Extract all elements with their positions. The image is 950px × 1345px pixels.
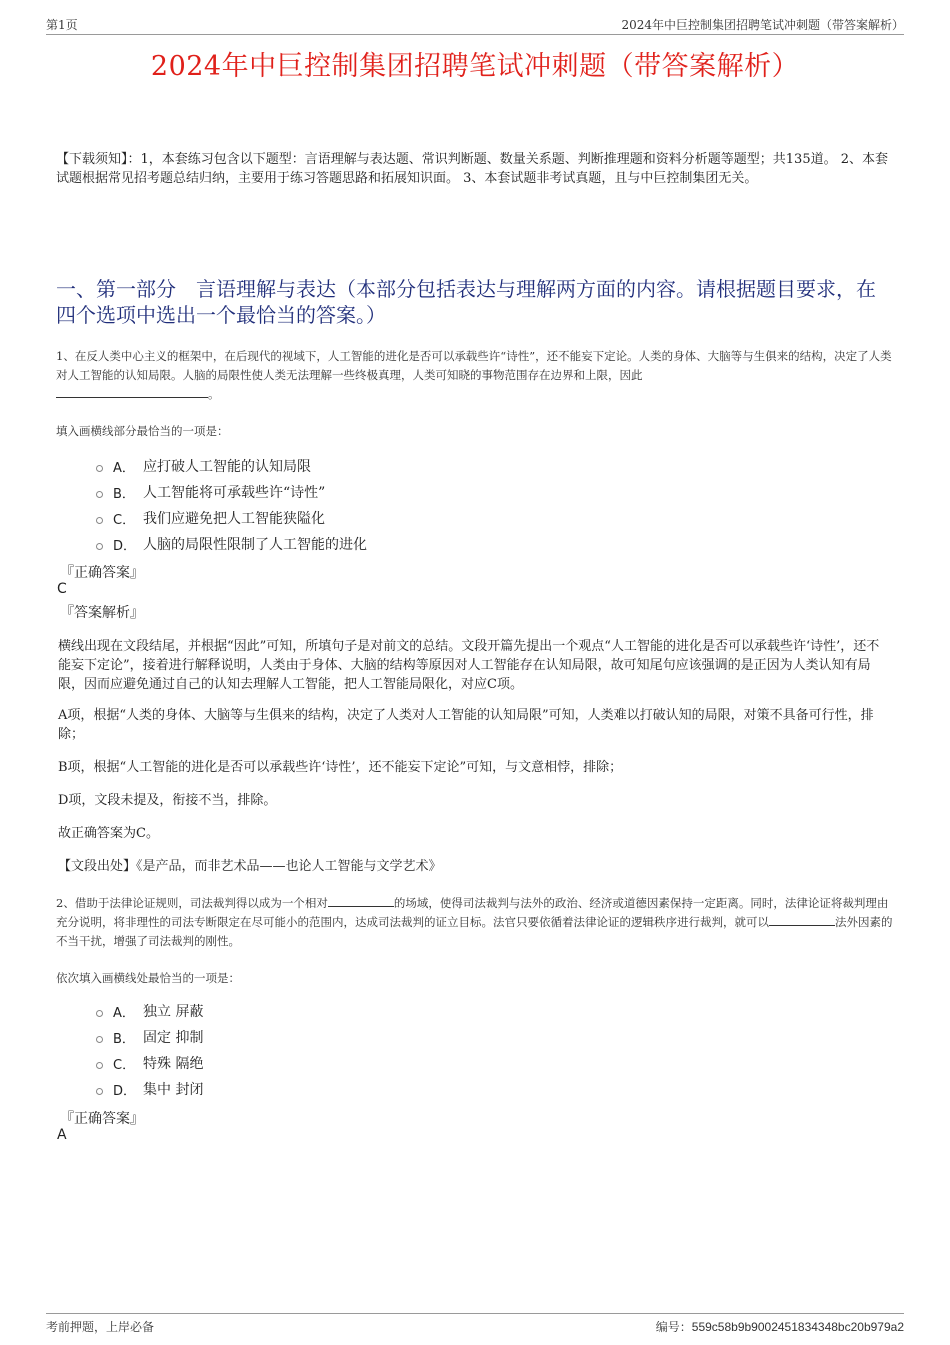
footer-code-label: 编号：	[655, 1320, 692, 1334]
question-1-stem-end: 。	[208, 387, 220, 401]
question-2-text-c: 法外因素的不当干扰，增强了司法裁判的刚性。	[56, 915, 893, 948]
analysis-paragraph: 横线出现在文段结尾，并根据“因此”可知，所填句子是对前文的总结。文段开篇先提出一个观点“人工智能的进化是否可以承载些许‘诗性’，还不能妄下定论”，接着进行解释说明，人类由于身体、大脑的结构等原因对人工智能存在认知局限，故可知尾句应该强调的是正因为人类认知有局限，因而应避免通过自己的认知去理解人工智能，把人工智能局限化，对应C项。	[58, 639, 880, 692]
question-2-text-b: 的场域，使得司法裁判与法外的政治、经济或道德因素保持一定距离。同时，法律论证将裁判理由充分说明，将非理性的司法专断限定在尽可能小的范围内，达成司法裁判的证立目标。法官只要依循着法律论证的逻辑秩序进行裁判，就可以	[56, 896, 889, 929]
option-text: 独立 屏蔽	[143, 1004, 204, 1020]
option-text: 集中 封闭	[143, 1082, 204, 1098]
option-text: 人脑的局限性限制了人工智能的进化	[143, 537, 367, 553]
footer-code-value: 559c58b9b9002451834348bc20b979a2	[691, 1320, 904, 1334]
footer-slogan: 考前押题，上岸必备	[46, 1320, 155, 1334]
question-2-text-a: 2、借助于法律论证规则，司法裁判得以成为一个相对	[56, 896, 328, 910]
analysis-paragraph: D项，文段未提及，衔接不当，排除。	[58, 793, 277, 808]
option-a[interactable]	[96, 998, 203, 1024]
option-letter: B．	[113, 1031, 135, 1047]
answer-blank	[56, 385, 208, 398]
radio-button-icon[interactable]	[96, 517, 103, 524]
option-letter: D．	[113, 1083, 137, 1099]
analysis-paragraph: 故正确答案为C。	[58, 826, 159, 841]
option-letter: D．	[113, 538, 137, 554]
analysis-paragraph: A项，根据“人类的身体、大脑等与生俱来的结构，决定了人类对人工智能的认知局限”可知，人类难以打破认知的局限，对策不具备可行性，排除；	[58, 708, 874, 742]
footer-code	[656, 1318, 904, 1335]
option-text: 我们应避免把人工智能狭隘化	[143, 511, 325, 527]
option-letter: C．	[113, 1057, 136, 1073]
correct-answer: A	[57, 1127, 67, 1143]
option-text: 应打破人工智能的认知局限	[143, 459, 311, 475]
section-heading: 一、第一部分 言语理解与表达（本部分包括表达与理解两方面的内容。请根据题目要求，在四个选项中选出一个最恰当的答案。）	[56, 277, 876, 327]
option-d[interactable]	[96, 531, 367, 557]
radio-button-icon[interactable]	[96, 1036, 103, 1043]
page-title: 2024年中巨控制集团招聘笔试冲刺题（带答案解析）	[150, 51, 800, 82]
option-d[interactable]	[96, 1076, 203, 1102]
question-1-prompt: 填入画横线部分最恰当的一项是：	[56, 424, 229, 438]
question-2-options	[96, 998, 203, 1102]
download-notice: 【下载须知】：1，本套练习包含以下题型：言语理解与表达题、常识判断题、数量关系题、判断推理题和资料分析题等题型；共135道。 2、本套试题根据常见招考题总结归纳，主要用于练习答题思路和拓展知识面。 3、本套试题非考试真题，且与中巨控制集团无关。	[56, 152, 888, 186]
question-1-stem	[56, 347, 894, 404]
option-text: 特殊 隔绝	[143, 1056, 204, 1072]
source-citation: 【文段出处】《是产品，而非艺术品——也论人工智能与文学艺术》	[58, 859, 442, 874]
radio-button-icon[interactable]	[96, 1010, 103, 1017]
option-b[interactable]	[96, 479, 367, 505]
radio-button-icon[interactable]	[96, 465, 103, 472]
option-letter: B．	[113, 486, 135, 502]
question-1-options	[96, 453, 367, 557]
option-letter: A．	[113, 1005, 135, 1021]
analysis-label: 『答案解析』	[60, 605, 144, 621]
page-footer	[46, 1313, 904, 1336]
option-b[interactable]	[96, 1024, 203, 1050]
answer-blank	[769, 913, 835, 926]
option-letter: A．	[113, 460, 135, 476]
radio-button-icon[interactable]	[96, 1088, 103, 1095]
radio-button-icon[interactable]	[96, 543, 103, 550]
question-2-stem	[56, 894, 894, 951]
option-text: 人工智能将可承载些许“诗性”	[143, 485, 326, 501]
correct-answer-label: 『正确答案』	[60, 1111, 144, 1127]
option-a[interactable]	[96, 453, 367, 479]
answer-blank	[328, 894, 394, 907]
correct-answer: C	[57, 581, 67, 597]
option-text: 固定 抑制	[143, 1030, 204, 1046]
option-c[interactable]	[96, 505, 367, 531]
radio-button-icon[interactable]	[96, 491, 103, 498]
page-number: 第1页	[46, 18, 78, 32]
question-2-prompt: 依次填入画横线处最恰当的一项是：	[56, 971, 240, 985]
header-doc-title: 2024年中巨控制集团招聘笔试冲刺题（带答案解析）	[621, 18, 904, 32]
option-c[interactable]	[96, 1050, 203, 1076]
correct-answer-label: 『正确答案』	[60, 565, 144, 581]
radio-button-icon[interactable]	[96, 1062, 103, 1069]
page-header	[46, 14, 904, 35]
question-1-text: 1、在反人类中心主义的框架中，在后现代的视域下，人工智能的进化是否可以承载些许“诗性”，还不能妄下定论。人类的身体、大脑等与生俱来的结构，决定了人类对人工智能的认知局限。人脑的局限性使人类无法理解一些终极真理，人类可知晓的事物范围存在边界和上限，因此	[56, 349, 892, 382]
option-letter: C．	[113, 512, 136, 528]
analysis-paragraph: B项，根据“人工智能的进化是否可以承载些许‘诗性’，还不能妄下定论”可知，与文意相悖，排除；	[58, 760, 623, 775]
